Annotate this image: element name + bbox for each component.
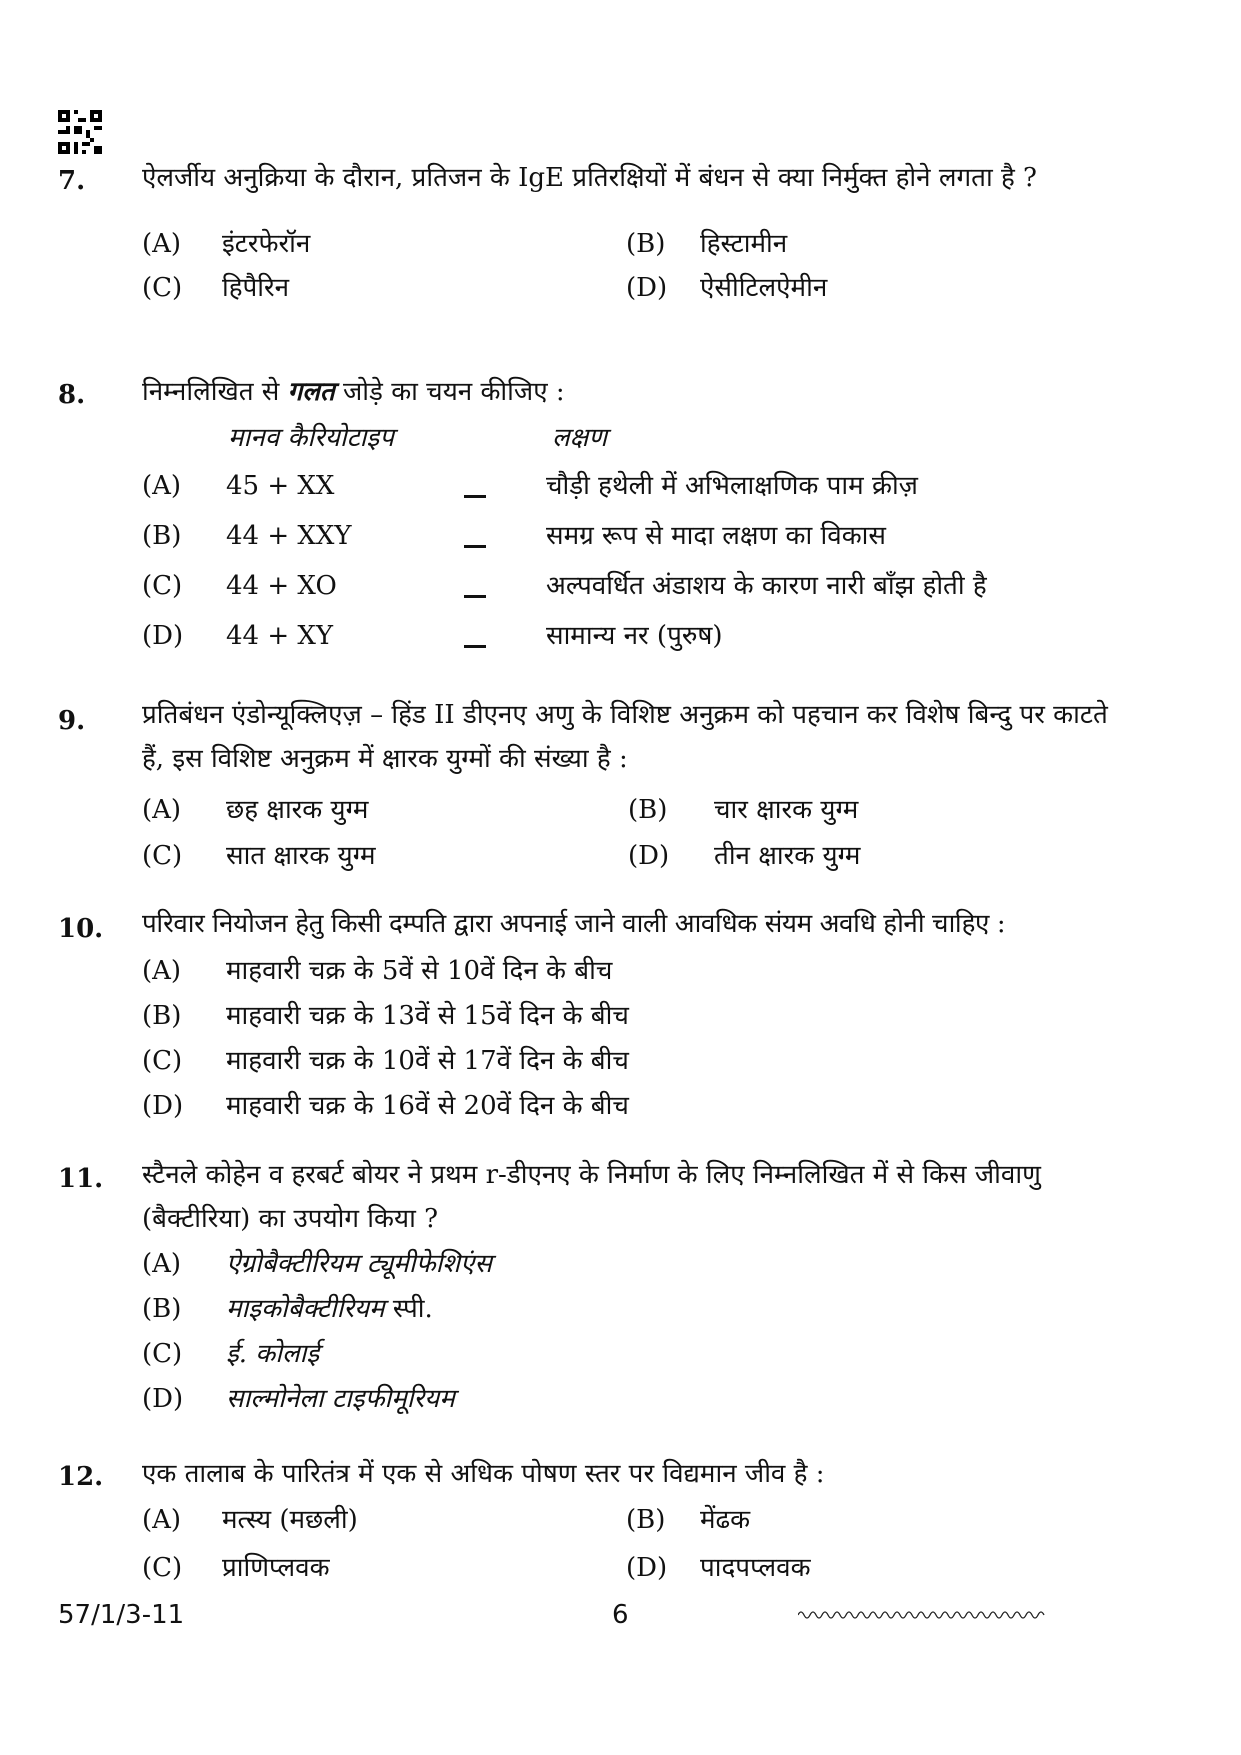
- q9-option-a-text: छह क्षारक युग्म: [226, 795, 369, 825]
- q8-row-d-trait: सामान्य नर (पुरुष): [546, 621, 723, 651]
- q12-option-d-text: पादपप्लवक: [700, 1553, 811, 1583]
- q10-option-a-text: माहवारी चक्र के 5वें से 10वें दिन के बीच: [226, 956, 613, 986]
- q12-option-b[interactable]: (B): [626, 1505, 666, 1535]
- q10-number: 10.: [58, 914, 104, 944]
- q9-option-b[interactable]: (B): [628, 795, 668, 825]
- q11-option-a[interactable]: (A): [142, 1249, 182, 1279]
- q9-option-d[interactable]: (D): [628, 841, 670, 871]
- q12-option-c[interactable]: (C): [142, 1553, 183, 1583]
- q8-emphasis: गलत: [287, 377, 335, 407]
- q8-row-d-karyotype: 44 + XY: [226, 621, 334, 651]
- q8-row-a-dash: [464, 495, 486, 498]
- q10-option-d-text: माहवारी चक्र के 16वें से 20वें दिन के बीच: [226, 1091, 629, 1121]
- q7-number: 7.: [58, 166, 86, 196]
- q11-option-c-text: ई. कोलाई: [226, 1339, 320, 1369]
- q8-number: 8.: [58, 380, 86, 410]
- q7-option-d[interactable]: (D): [626, 273, 668, 303]
- q12-option-a[interactable]: (A): [142, 1505, 182, 1535]
- q11-option-c[interactable]: (C): [142, 1339, 183, 1369]
- q7-text: ऐलर्जीय अनुक्रिया के दौरान, प्रतिजन के IgE प्रतिरक्षियों में बंधन से क्या निर्मुक्त होने लगता है ?: [142, 163, 1037, 193]
- q8-row-d-dash: [464, 645, 486, 648]
- q9-option-d-text: तीन क्षारक युग्म: [714, 841, 861, 871]
- q9-option-c-text: सात क्षारक युग्म: [226, 841, 376, 871]
- q9-option-b-text: चार क्षारक युग्म: [714, 795, 859, 825]
- q8-col-karyotype-header: मानव कैरियोटाइप: [228, 423, 394, 453]
- q10-option-a[interactable]: (A): [142, 956, 182, 986]
- q9-option-a[interactable]: (A): [142, 795, 182, 825]
- q11-option-b-text: माइकोबैक्टीरियम स्पी.: [226, 1294, 433, 1324]
- q11-number: 11.: [58, 1164, 104, 1194]
- q7-option-b-text: हिस्टामीन: [700, 229, 788, 259]
- q8-row-b-karyotype: 44 + XXY: [226, 521, 352, 551]
- q9-text: प्रतिबंधन एंडोन्यूक्लिएज़ – हिंड II डीएनए अणु के विशिष्ट अनुक्रम को पहचान कर विशेष बिन्दु पर काटते हैं, इस विशिष्ट अनुक्रम में क्षारक युग्मों की संख्या है :: [142, 700, 1108, 774]
- q7-option-c-text: हिपैरिन: [222, 273, 290, 303]
- q11-option-b[interactable]: (B): [142, 1294, 182, 1324]
- q11-option-a-text: ऐग्रोबैक्टीरियम ट्यूमीफेशिएंस: [226, 1249, 492, 1279]
- q12-text: एक तालाब के पारितंत्र में एक से अधिक पोषण स्तर पर विद्यमान जीव है :: [142, 1459, 825, 1489]
- q8-row-b-trait: समग्र रूप से मादा लक्षण का विकास: [546, 521, 886, 551]
- q10-option-c[interactable]: (C): [142, 1046, 183, 1076]
- q10-text: परिवार नियोजन हेतु किसी दम्पति द्वारा अपनाई जाने वाली आवधिक संयम अवधि होनी चाहिए :: [142, 909, 1006, 939]
- q7-option-b[interactable]: (B): [626, 229, 666, 259]
- q7-option-d-text: ऐसीटिलऐमीन: [700, 273, 828, 303]
- q8-row-a-karyotype: 45 + XX: [226, 471, 335, 501]
- q8-row-c-karyotype: 44 + XO: [226, 571, 337, 601]
- q12-number: 12.: [58, 1462, 104, 1492]
- q8-option-b[interactable]: (B): [142, 521, 182, 551]
- q9-number: 9.: [58, 706, 86, 736]
- q8-text: निम्नलिखित से गलत जोड़े का चयन कीजिए :: [142, 377, 565, 407]
- paper-code: 57/1/3-11: [58, 1600, 185, 1630]
- q12-option-b-text: मेंढक: [700, 1505, 751, 1535]
- q8-row-b-dash: [464, 545, 486, 548]
- q11-option-d-text: साल्मोनेला टाइफीमूरियम: [226, 1384, 455, 1414]
- page-number: 6: [612, 1600, 629, 1630]
- wavy-line-decoration: [798, 1608, 1048, 1622]
- q10-option-d[interactable]: (D): [142, 1091, 184, 1121]
- q8-option-c[interactable]: (C): [142, 571, 183, 601]
- q12-option-a-text: मत्स्य (मछली): [222, 1505, 358, 1535]
- q8-row-c-dash: [464, 595, 486, 598]
- q7-option-a-text: इंटरफेरॉन: [222, 229, 311, 259]
- q10-option-b[interactable]: (B): [142, 1001, 182, 1031]
- q11-text: स्टैनले कोहेन व हरबर्ट बोयर ने प्रथम r-डीएनए के निर्माण के लिए निम्नलिखित में से किस जीवाणु (बैक्टीरिया) का उपयोग किया ?: [142, 1160, 1041, 1234]
- q12-option-d[interactable]: (D): [626, 1553, 668, 1583]
- q10-option-b-text: माहवारी चक्र के 13वें से 15वें दिन के बीच: [226, 1001, 629, 1031]
- q10-option-c-text: माहवारी चक्र के 10वें से 17वें दिन के बीच: [226, 1046, 629, 1076]
- q8-col-trait-header: लक्षण: [552, 423, 608, 453]
- q9-option-c[interactable]: (C): [142, 841, 183, 871]
- q8-option-d[interactable]: (D): [142, 621, 184, 651]
- q7-option-c[interactable]: (C): [142, 273, 183, 303]
- q8-row-c-trait: अल्पवर्धित अंडाशय के कारण नारी बाँझ होती है: [546, 571, 987, 601]
- q8-row-a-trait: चौड़ी हथेली में अभिलाक्षणिक पाम क्रीज़: [546, 471, 918, 501]
- qr-code: [58, 110, 102, 154]
- q11-option-d[interactable]: (D): [142, 1384, 184, 1414]
- q12-option-c-text: प्राणिप्लवक: [222, 1553, 330, 1583]
- q8-option-a[interactable]: (A): [142, 471, 182, 501]
- q7-option-a[interactable]: (A): [142, 229, 182, 259]
